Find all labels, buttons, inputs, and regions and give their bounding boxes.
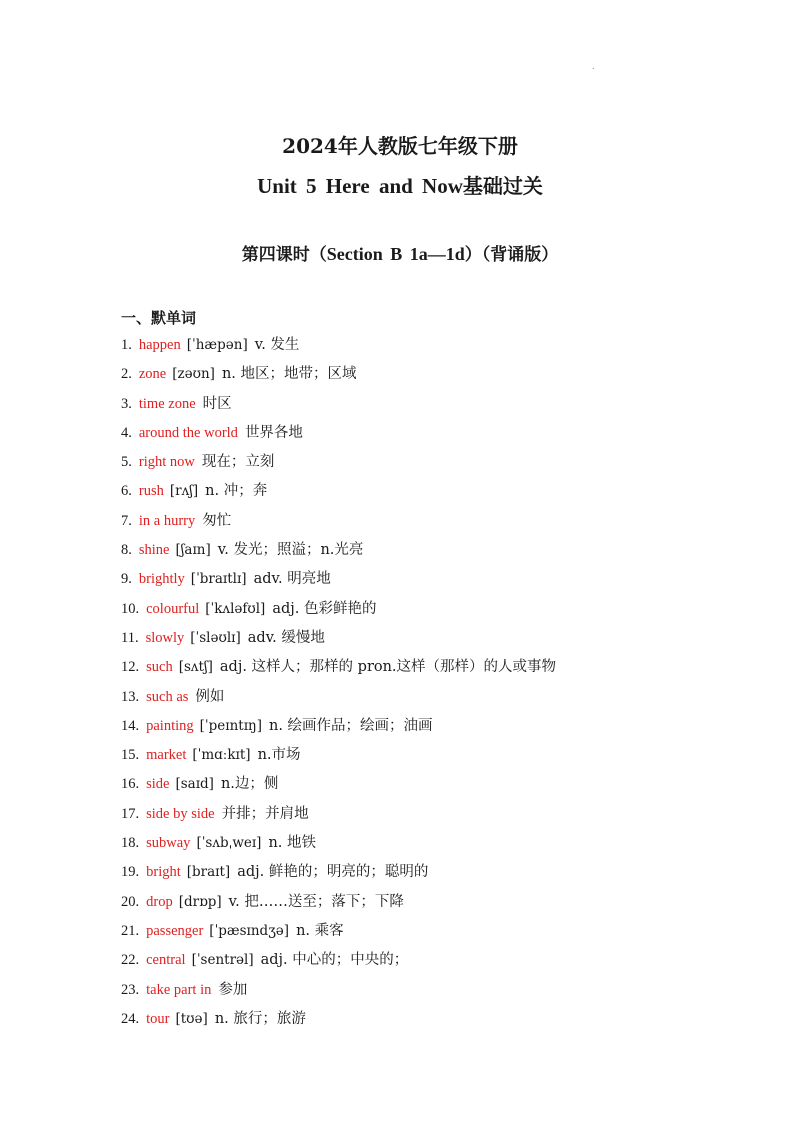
vocab-number: 15. [121, 747, 140, 764]
vocab-item [121, 448, 556, 477]
vocab-definition: n. 乘客 [296, 922, 344, 939]
vocab-item [121, 917, 556, 946]
vocab-item [121, 595, 556, 624]
document-title: 2024年人教版七年级下册 [282, 134, 518, 158]
vocab-definition: adj. 色彩鲜艳的 [272, 600, 377, 617]
vocab-list [121, 331, 556, 1034]
vocab-number: 7. [121, 512, 132, 529]
vocab-word: bright [146, 864, 181, 881]
vocab-word: drop [146, 893, 173, 910]
vocab-word: brightly [138, 571, 185, 588]
vocab-definition: n. 冲；奔 [205, 483, 268, 500]
vocab-definition: 并排；并肩地 [221, 805, 309, 822]
vocab-item [121, 800, 556, 829]
vocab-phonetic: [zəʊn] [172, 366, 215, 383]
vocab-phonetic: [ˈbraɪtlɪ] [190, 571, 247, 588]
vocab-word: subway [146, 835, 191, 852]
vocab-phonetic: [ˈsentrəl] [191, 952, 254, 969]
vocab-number: 21. [121, 922, 140, 939]
vocab-number: 1. [121, 337, 132, 353]
vocab-item [121, 390, 556, 419]
vocab-definition: adv. 缓慢地 [247, 629, 325, 646]
vocab-item [121, 360, 556, 389]
vocab-item [121, 858, 556, 887]
vocab-word: painting [146, 717, 194, 734]
vocab-word: such [146, 659, 173, 676]
section-heading: 一、默单词 [121, 309, 197, 327]
vocab-word: such as [146, 688, 189, 705]
vocab-word: zone [138, 366, 167, 383]
vocab-definition: 时区 [202, 395, 232, 412]
subtitle-section: Section B 1a—1d [326, 244, 465, 264]
vocab-word: right now [138, 454, 195, 471]
vocab-definition: n.市场 [257, 747, 301, 764]
vocab-number: 16. [121, 776, 140, 793]
vocab-number: 11. [121, 629, 139, 646]
vocab-definition: n. 绘画作品；绘画；油画 [268, 717, 433, 734]
vocab-definition: 匆忙 [202, 512, 232, 529]
unit-title-chinese: 基础过关 [462, 174, 543, 198]
vocab-number: 19. [121, 864, 140, 881]
vocab-definition: v. 发光；照溢；n.光亮 [217, 542, 364, 559]
vocab-item [121, 565, 556, 594]
vocab-phonetic: [drɒp] [178, 893, 222, 910]
vocab-phonetic: [ˈpeɪntɪŋ] [199, 717, 262, 734]
vocab-number: 22. [121, 952, 140, 969]
vocab-word: central [146, 952, 186, 969]
lesson-subtitle [0, 240, 800, 265]
vocab-phonetic: [ˈmɑːkɪt] [192, 747, 251, 764]
vocab-number: 6. [121, 483, 132, 500]
vocab-phonetic: [rʌʃ] [169, 483, 199, 500]
vocab-number: 9. [121, 571, 132, 588]
vocab-definition: adj. 中心的；中央的； [260, 952, 409, 969]
vocab-number: 14. [121, 717, 140, 734]
vocab-number: 24. [121, 1010, 140, 1027]
vocab-word: take part in [146, 981, 212, 998]
vocab-definition: v. 把……送至；落下；下降 [228, 893, 404, 910]
vocab-definition: n. 旅行；旅游 [214, 1010, 306, 1027]
vocab-definition: v. 发生 [254, 337, 300, 353]
vocab-phonetic: [ˈsləʊlɪ] [190, 629, 241, 646]
vocab-item [121, 829, 556, 858]
vocab-item [121, 624, 556, 653]
vocab-item [121, 946, 556, 975]
vocab-word: tour [146, 1010, 170, 1027]
subtitle-suffix: ）（背诵版） [464, 245, 559, 265]
vocab-item [121, 976, 556, 1005]
vocab-word: slowly [145, 629, 185, 646]
vocab-number: 23. [121, 981, 140, 998]
vocab-number: 4. [121, 424, 132, 441]
vocab-phonetic: [ˈpæsɪndʒə] [209, 922, 290, 939]
vocab-word: rush [138, 483, 164, 500]
vocab-word: side [146, 776, 170, 793]
vocab-word: around the world [138, 424, 238, 441]
vocab-phonetic: [tʊə] [175, 1010, 208, 1027]
vocab-word: shine [138, 542, 170, 559]
vocab-word: passenger [146, 922, 204, 939]
vocab-word: market [146, 747, 187, 764]
vocab-item [121, 331, 556, 360]
vocab-definition: 现在；立刻 [201, 454, 275, 471]
vocab-word: colourful [146, 600, 200, 617]
vocab-item [121, 770, 556, 799]
vocab-phonetic: [ˈkʌləfʊl] [205, 600, 266, 617]
subtitle-prefix: 第四课时（ [241, 245, 327, 265]
vocab-definition: adv. 明亮地 [253, 571, 331, 588]
vocab-phonetic: [ʃaɪn] [175, 542, 211, 559]
unit-title [0, 170, 800, 199]
vocab-definition: n. 地区；地带；区域 [221, 366, 357, 383]
corner-mark: . [592, 62, 595, 71]
vocab-phonetic: [saɪd] [175, 776, 214, 793]
vocab-item [121, 419, 556, 448]
vocab-number: 10. [121, 600, 140, 617]
vocab-definition: adj. 鲜艳的；明亮的；聪明的 [237, 864, 429, 881]
vocab-number: 18. [121, 835, 140, 852]
vocab-number: 17. [121, 805, 140, 822]
vocab-word: in a hurry [138, 512, 196, 529]
vocab-definition: n. 地铁 [268, 835, 317, 852]
vocab-phonetic: [sʌtʃ] [178, 659, 213, 676]
vocab-phonetic: [braɪt] [186, 864, 231, 881]
unit-title-english: Unit 5 Here and Now [257, 174, 463, 198]
vocab-phonetic: [ˈsʌbˌweɪ] [196, 835, 262, 852]
vocab-item [121, 536, 556, 565]
vocab-item [121, 507, 556, 536]
vocab-item [121, 712, 556, 741]
vocab-item [121, 477, 556, 506]
vocab-word: happen [138, 337, 181, 353]
vocab-definition: 参加 [218, 981, 248, 998]
vocab-word: time zone [138, 395, 196, 412]
vocab-definition: 例如 [195, 688, 225, 705]
vocab-item [121, 888, 556, 917]
vocab-number: 8. [121, 542, 132, 559]
vocab-definition: n.边；侧 [220, 776, 279, 793]
vocab-definition: 世界各地 [244, 424, 303, 441]
vocab-item [121, 653, 556, 682]
vocab-number: 20. [121, 893, 140, 910]
vocab-number: 12. [121, 659, 140, 676]
vocab-definition: adj. 这样人；那样的 pron.这样（那样）的人或事物 [219, 659, 557, 676]
vocab-number: 13. [121, 688, 140, 705]
vocab-phonetic: [ˈhæpən] [186, 337, 248, 353]
vocab-item [121, 741, 556, 770]
vocab-number: 3. [121, 395, 132, 412]
vocab-number: 2. [121, 366, 132, 383]
vocab-word: side by side [146, 805, 215, 822]
vocab-item [121, 683, 556, 712]
vocab-number: 5. [121, 454, 132, 471]
vocab-item [121, 1005, 556, 1034]
